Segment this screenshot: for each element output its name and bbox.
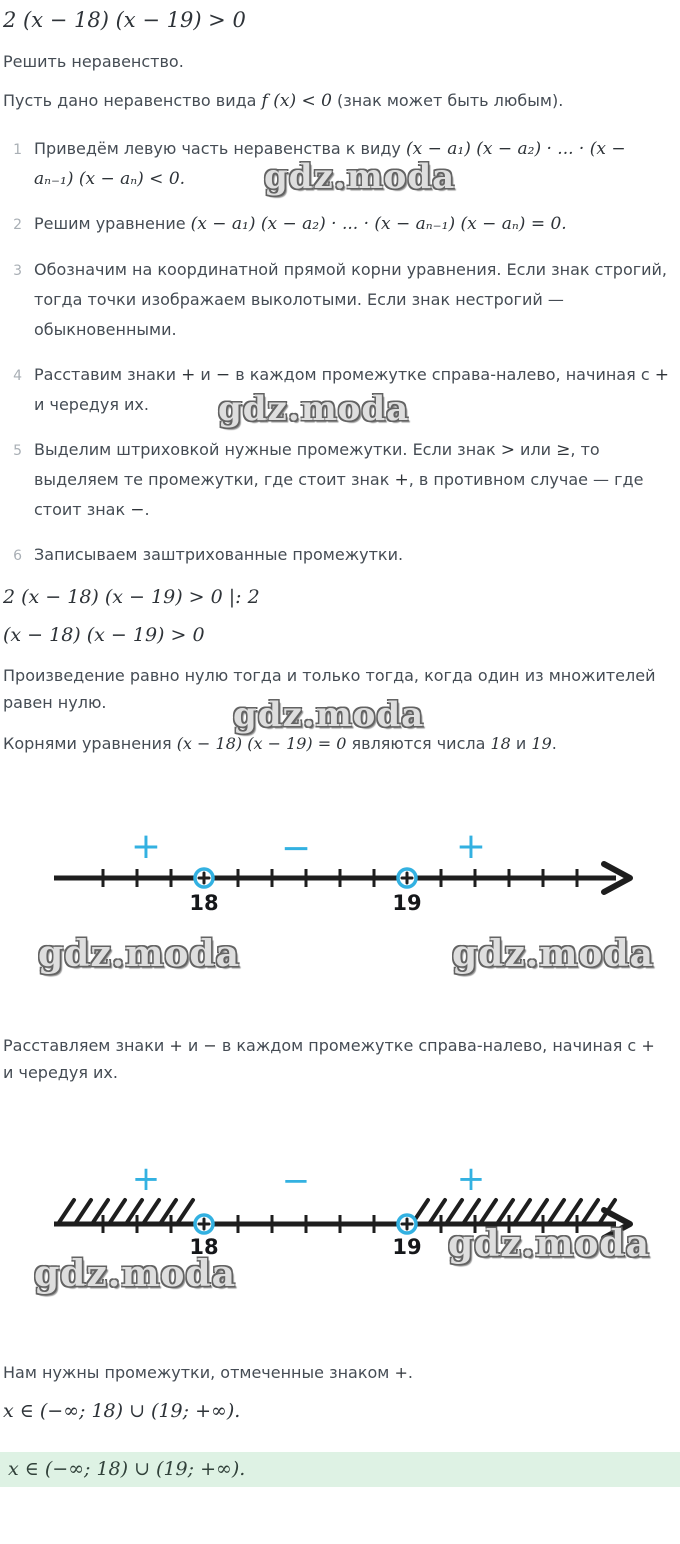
step-text: Записываем заштрихованные промежутки. <box>34 545 404 565</box>
step-number: 4 <box>13 368 22 385</box>
point-label-18: 18 <box>189 890 219 915</box>
point-label-18: 18 <box>189 1235 219 1260</box>
minus-sign-middle: − <box>280 827 312 869</box>
step-number: 6 <box>13 548 22 565</box>
step-item-2 <box>6 209 680 240</box>
roots-note: Корнями уравнения (x − 18) (x − 19) = 0 являются числа 18 и 19. <box>3 734 557 754</box>
step-item-5 <box>6 435 680 525</box>
problem-equation: 2 (x − 18) (x − 19) > 0 <box>3 8 246 32</box>
plus-sign-right: + <box>456 1164 486 1200</box>
steps-list <box>0 134 680 571</box>
minus-sign-middle: − <box>281 1164 311 1202</box>
step-text: Расставим знаки + и − в каждом промежутке справа-налево, начиная с + и чередуя их. <box>34 365 669 415</box>
equation-divided: 2 (x − 18) (x − 19) > 0 |: 2 <box>3 586 260 609</box>
watermark: gdz.moda <box>452 932 654 975</box>
signs-note: Расставляем знаки + и − в каждом промежутке справа-налево, начиная с + и чередуя их. <box>3 1035 655 1082</box>
number-line-svg <box>0 1164 680 1264</box>
watermark: gdz.moda <box>34 1253 236 1296</box>
number-line-figure-1 <box>0 814 680 984</box>
step-text: Решим уравнение (x − a₁) (x − a₂) · ... · (x − aₙ₋₁) (x − aₙ) = 0. <box>34 214 567 235</box>
step-text: Обозначим на координатной прямой корни уравнения. Если знак строгий, тогда точки изображаем выколотыми. Если знак нестрогий — обыкновенными. <box>34 260 668 340</box>
point-label-19: 19 <box>392 1235 422 1260</box>
intro-paragraph: Пусть дано неравенство вида f (x) < 0 (знак может быть любым). <box>3 91 564 112</box>
point-label-19: 19 <box>392 890 422 915</box>
zero-product-text: Произведение равно нулю тогда и только тогда, когда один из множителей равен нулю. <box>3 666 656 713</box>
watermark: gdz.moda <box>218 389 410 430</box>
step-item-4 <box>6 360 680 430</box>
step-text: Выделим штриховкой нужные промежутки. Если знак > или ≥, то выделяем те промежутки, где стоит знак +, в противном случае — где стоит знак −. <box>34 440 644 521</box>
hatching-left-interval <box>58 1200 193 1224</box>
answer-text: x ∈ (−∞; 18) ∪ (19; +∞). <box>8 1458 246 1481</box>
plus-sign-left: + <box>130 825 162 867</box>
plus-sign-left: + <box>131 1164 161 1200</box>
result-line: x ∈ (−∞; 18) ∪ (19; +∞). <box>3 1400 241 1423</box>
number-line-svg <box>0 814 680 924</box>
number-line-figure-2 <box>0 1164 680 1309</box>
step-number: 3 <box>13 263 22 280</box>
equation-simplified: (x − 18) (x − 19) > 0 <box>3 624 205 647</box>
step-item-3 <box>6 255 680 345</box>
step-item-1 <box>6 134 680 198</box>
watermark: gdz.moda <box>448 1223 650 1266</box>
step-number: 2 <box>13 217 22 234</box>
plus-sign-right: + <box>455 825 487 867</box>
zero-product-note <box>3 662 668 736</box>
watermark: gdz.moda <box>38 932 240 975</box>
answer-box <box>0 1452 680 1487</box>
watermark: gdz.moda <box>264 157 456 198</box>
step-number: 1 <box>13 142 22 159</box>
task-label: Решить неравенство. <box>3 52 184 71</box>
need-intervals-note: Нам нужны промежутки, отмеченные знаком +. <box>3 1363 413 1383</box>
watermark: gdz.moda <box>233 695 425 736</box>
step-item-6 <box>6 540 680 571</box>
step-text: Приведём левую часть неравенства к виду (x − a₁) (x − a₂) · ... · (x − aₙ₋₁) (x − aₙ) < 0. <box>34 139 626 190</box>
step-number: 5 <box>13 443 22 460</box>
